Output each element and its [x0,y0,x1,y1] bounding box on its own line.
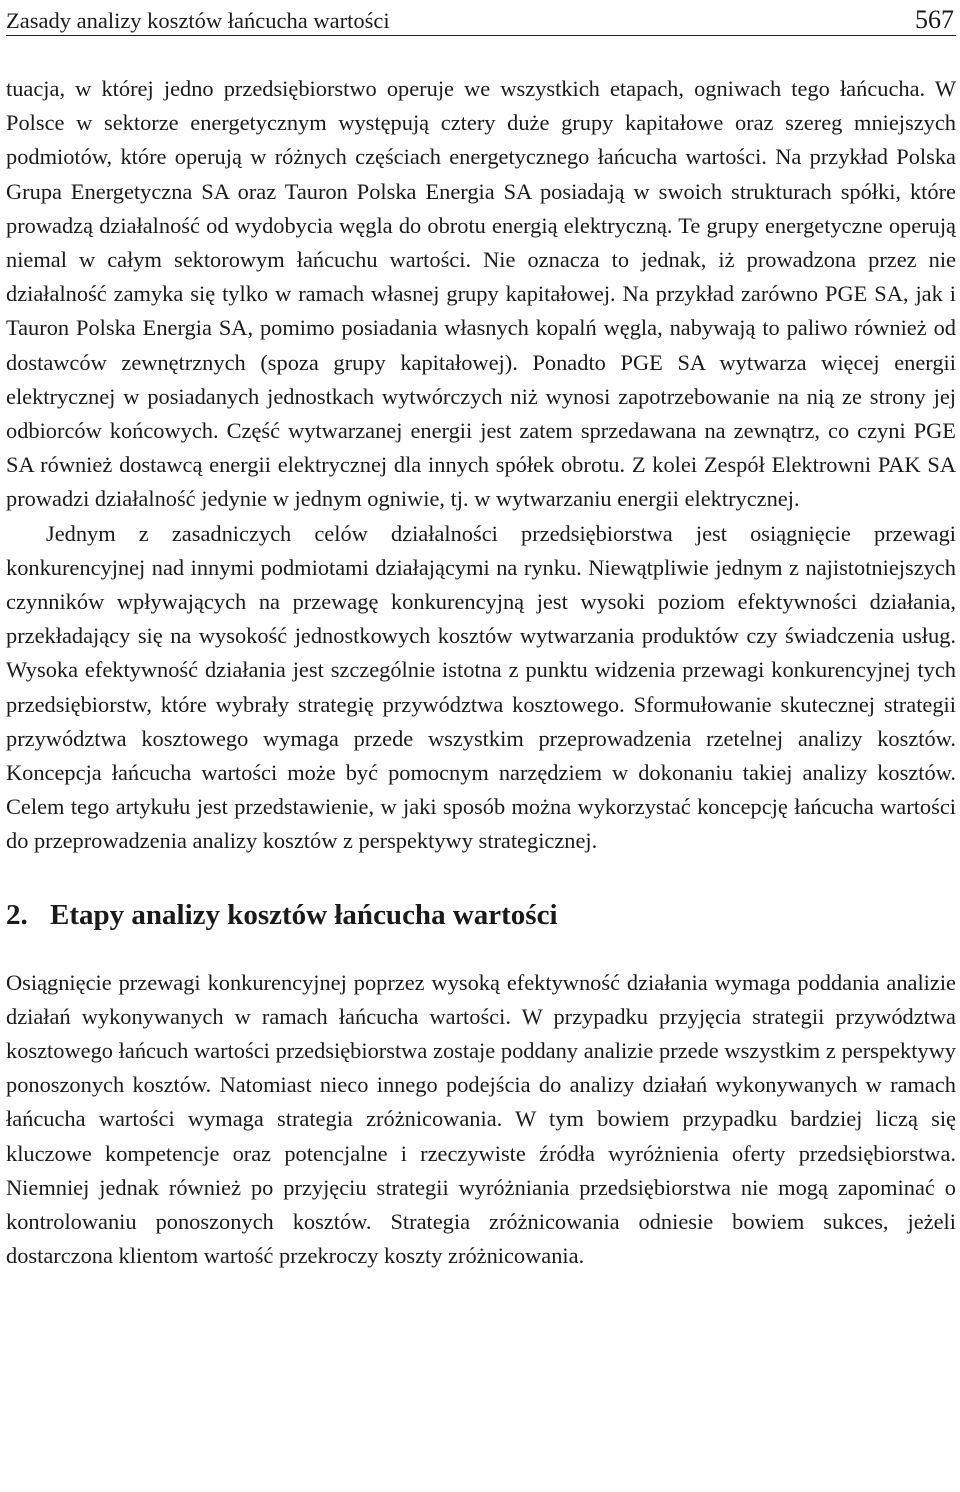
paragraph-introduction-goal: Jednym z zasadniczych celów działalności przedsiębiorstwa jest osiągnięcie przewagi konkurencyjnej nad innymi podmiotami działającymi na rynku. Niewątpliwie jednym z najistotniejszych czynników wpływających na przewagę konkurencyjną jest wysoki poziom efektywności działania, przekładający się na wysokość jednostkowych kosztów wytwarzania produktów czy świadczenia usług. Wysoka efektywność działania jest szczególnie istotna z punktu widzenia przewagi konkurencyjnej tych przedsiębiorstw, które wybrały strategię przywództwa kosztowego. Sformułowanie skutecznej strategii przywództwa kosztowego wymaga przede wszystkim przeprowadzenia rzetelnej analizy kosztów. Koncepcja łańcucha wartości może być pomocnym narzędziem w dokonaniu takiej analizy kosztów. Celem tego artykułu jest przedstawienie, w jaki sposób można wykorzystać koncepcję łańcucha wartości do przeprowadzenia analizy kosztów z perspektywy strategicznej. [6,520,956,854]
running-title: Zasady analizy kosztów łańcucha wartości [6,8,390,33]
document-body [6,72,956,1274]
paragraph-continuation: tuacja, w której jedno przedsiębiorstwo operuje we wszystkich etapach, ogniwach tego łańcucha. W Polsce w sektorze energetycznym występują cztery duże grupy kapitałowe oraz szereg mniejszych podmiotów, które operują w różnych częściach energetycznego łańcucha wartości. Na przykład Polska Grupa Energetyczna SA oraz Tauron Polska Energia SA posiadają w swoich strukturach spółki, które prowadzą działalność od wydobycia węgla do obrotu energią elektryczną. Te grupy energetyczne operują niemal w całym sektorowym łańcuchu wartości. Nie oznacza to jednak, iż prowadzona przez nie działalność zamyka się tylko w ramach własnej grupy kapitałowej. Na przykład zarówno PGE SA, jak i Tauron Polska Energia SA, pomimo posiadania własnych kopalń węgla, nabywają to paliwo również od dostawców zewnętrznych (spoza grupy kapitałowej). Ponadto PGE SA wytwarza więcej energii elektrycznej w posiadanych jednostkach wytwórczych niż wynosi zapotrzebowanie na nią ze strony jej odbiorców końcowych. Część wytwarzanej energii jest zatem sprzedawana na zewnątrz, co czyni PGE SA również dostawcą energii elektrycznej dla innych spółek obrotu. Z kolei Zespół Elektrowni PAK SA prowadzi działalność jedynie w jednym ogniwie, tj. w wytwarzaniu energii elektrycznej. [6,76,956,512]
section-title: Etapy analizy kosztów łańcucha wartości [50,898,558,931]
running-header [6,0,956,36]
section-paragraph: Osiągnięcie przewagi konkurencyjnej poprzez wysoką efektywność działania wymaga poddania analizie działań wykonywanych w ramach łańcucha wartości. W przypadku przyjęcia strategii przywództwa kosztowego łańcuch wartości przedsiębiorstwa zostaje poddany analizie przede wszystkim z perspektywy ponoszonych kosztów. Natomiast nieco innego podejścia do analizy działań wykonywanych w ramach łańcucha wartości wymaga strategia zróżnicowania. W tym bowiem przypadku bardziej liczą się kluczowe kompetencje oraz potencjalne i rzeczywiste źródła wyróżnienia oferty przedsiębiorstwa. Niemniej jednak również po przyjęciu strategii wyróżniania przedsiębiorstwa nie mogą zapominać o kontrolowaniu ponoszonych kosztów. Strategia zróżnicowania odniesie bowiem sukces, jeżeli dostarczona klientom wartość przekroczy koszty zróżnicowania. [6,969,956,1269]
section-number: 2. [6,898,28,931]
document-page [6,0,956,1274]
page-number: 567 [915,5,954,34]
section-heading [6,897,956,933]
